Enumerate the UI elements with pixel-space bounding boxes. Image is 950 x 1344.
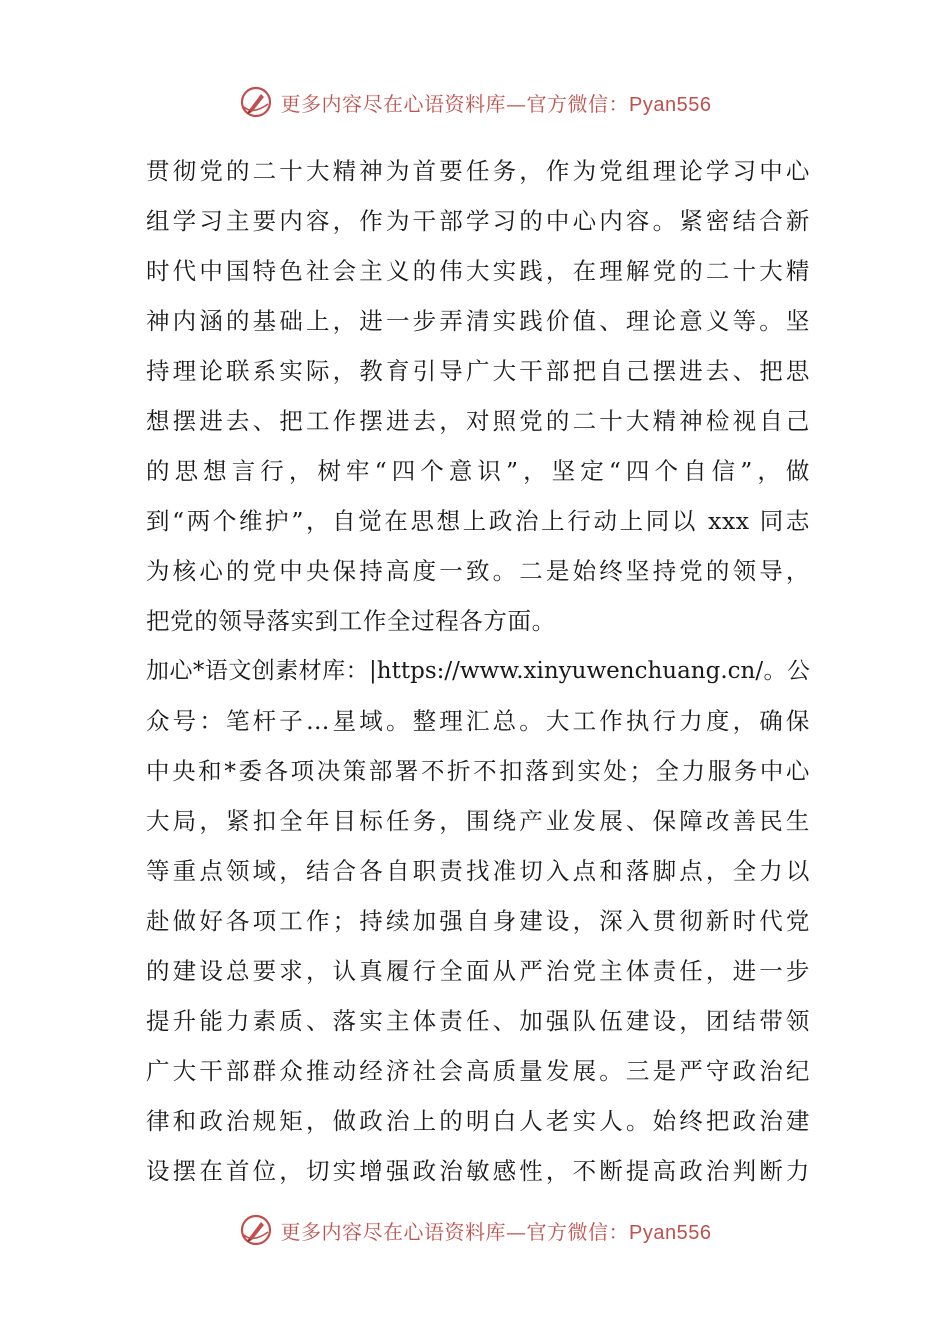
text-line: 到“两个维护”，自觉在思想上政治上行动上同以 xxx 同志 xyxy=(146,507,810,535)
header-banner xyxy=(0,80,950,124)
document-body xyxy=(146,146,810,1196)
text-line: 提升能力素质、落实主体责任、加强队伍建设，团结带领 xyxy=(146,1007,810,1035)
text-line: 组学习主要内容，作为干部学习的中心内容。紧密结合新 xyxy=(146,207,810,235)
text-line: 广大干部群众推动经济社会高质量发展。三是严守政治纪 xyxy=(146,1057,810,1085)
text-line: 大局，紧扣全年目标任务，围绕产业发展、保障改善民生 xyxy=(146,807,810,835)
banner-text: 更多内容尽在心语资料库—官方微信：Pyan556 xyxy=(280,1219,712,1244)
footer-banner xyxy=(0,1208,950,1252)
text-line: 的建设总要求，认真履行全面从严治党主体责任，进一步 xyxy=(146,957,810,985)
text-line: 为核心的党中央保持高度一致。二是始终坚持党的领导， xyxy=(146,557,810,585)
text-line: 加心*语文创素材库：|https://www.xinyuwenchuang.cn/。公 xyxy=(146,658,810,684)
text-line: 时代中国特色社会主义的伟大实践，在理解党的二十大精 xyxy=(146,257,810,285)
text-line: 的思想言行，树牢“四个意识”，坚定“四个自信”，做 xyxy=(146,457,810,485)
text-line: 律和政治规矩，做政治上的明白人老实人。始终把政治建 xyxy=(146,1107,810,1135)
pen-logo-icon xyxy=(239,85,273,119)
wechat-id: Pyan556 xyxy=(629,93,712,116)
text-line: 众号：笔杆子…星域。整理汇总。大工作执行力度，确保 xyxy=(146,707,810,735)
text-line: 赴做好各项工作；持续加强自身建设，深入贯彻新时代党 xyxy=(146,907,810,935)
text-line: 中央和*委各项决策部署不折不扣落到实处；全力服务中心 xyxy=(146,757,810,785)
banner-text: 更多内容尽在心语资料库—官方微信：Pyan556 xyxy=(280,91,712,116)
text-line: 神内涵的基础上，进一步弄清实践价值、理论意义等。坚 xyxy=(146,307,810,335)
text-line: 等重点领域，结合各自职责找准切入点和落脚点，全力以 xyxy=(146,857,810,885)
text-line: 设摆在首位，切实增强政治敏感性，不断提高政治判断力 xyxy=(146,1157,810,1185)
wechat-id: Pyan556 xyxy=(629,1221,712,1244)
text-line: 想摆进去、把工作摆进去，对照党的二十大精神检视自己 xyxy=(146,407,810,435)
text-line: 贯彻党的二十大精神为首要任务，作为党组理论学习中心 xyxy=(146,157,810,185)
text-line: 把党的领导落实到工作全过程各方面。 xyxy=(146,607,556,635)
pen-logo-icon xyxy=(239,1213,273,1247)
text-line: 持理论联系实际，教育引导广大干部把自己摆进去、把思 xyxy=(146,357,810,385)
